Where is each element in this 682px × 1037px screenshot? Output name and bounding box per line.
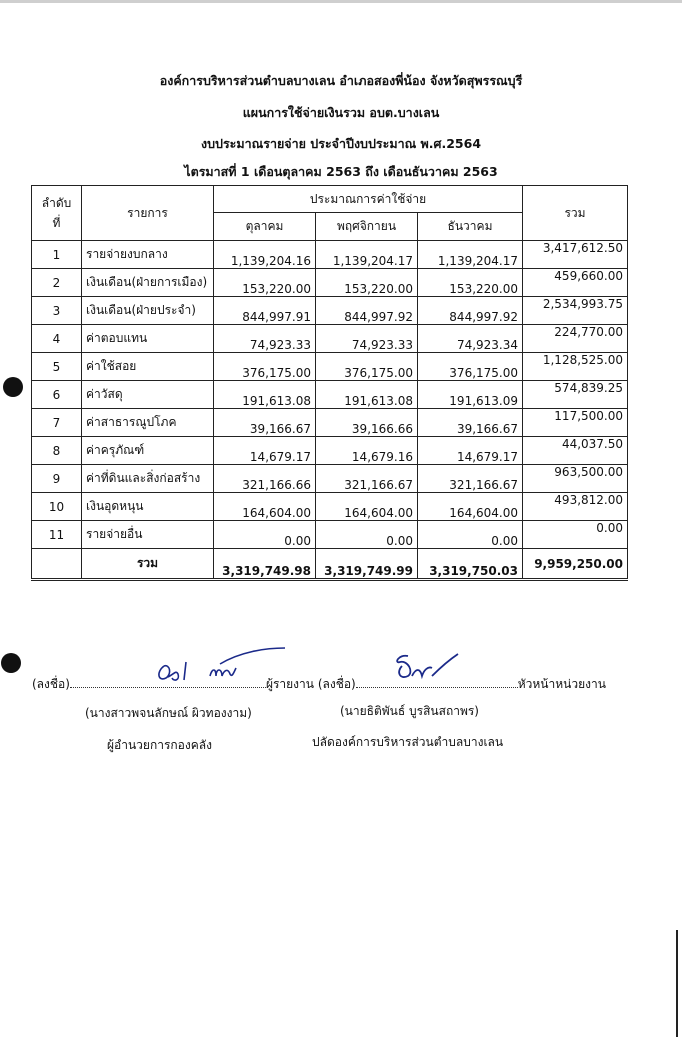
row-item: ค่าสาธารณูปโภค	[82, 409, 214, 437]
reporter-name: (นางสาวพจนลักษณ์ ผิวทองงาม)	[85, 706, 252, 720]
row-total: 2,534,993.75	[523, 297, 628, 325]
row-total: 0.00	[523, 521, 628, 549]
sign-prefix-right: (ลงชื่อ)	[317, 677, 356, 691]
table-row	[32, 297, 628, 325]
col-dec-header: ธันวาคม	[418, 213, 523, 241]
row-dec: 39,166.67	[418, 409, 523, 437]
total-label: รวม	[82, 549, 214, 580]
punch-hole-bottom	[1, 653, 21, 673]
row-dec: 376,175.00	[418, 353, 523, 381]
row-number: 4	[32, 325, 82, 353]
head-role: หัวหน้าหน่วยงาน	[517, 677, 606, 691]
row-number: 7	[32, 409, 82, 437]
row-oct: 321,166.66	[214, 465, 316, 493]
row-oct: 164,604.00	[214, 493, 316, 521]
signature-line	[32, 675, 606, 694]
row-total: 963,500.00	[523, 465, 628, 493]
row-nov: 39,166.66	[316, 409, 418, 437]
budget-table	[31, 185, 628, 581]
row-dec: 164,604.00	[418, 493, 523, 521]
table-row	[32, 437, 628, 465]
row-nov: 74,923.33	[316, 325, 418, 353]
row-number: 5	[32, 353, 82, 381]
col-group-header: ประมาณการค่าใช้จ่าย	[214, 186, 523, 213]
row-oct: 376,175.00	[214, 353, 316, 381]
scan-right-edge	[676, 930, 678, 1037]
row-dec: 321,166.67	[418, 465, 523, 493]
row-dec: 191,613.09	[418, 381, 523, 409]
row-nov: 164,604.00	[316, 493, 418, 521]
plan-title: แผนการใช้จ่ายเงินรวม อบต.บางเลน	[242, 105, 440, 120]
row-number: 1	[32, 241, 82, 269]
reporter-role: ผู้รายงาน	[265, 677, 314, 691]
row-dec: 74,923.34	[418, 325, 523, 353]
row-total: 493,812.00	[523, 493, 628, 521]
row-number: 9	[32, 465, 82, 493]
row-item: ค่าที่ดินและสิ่งก่อสร้าง	[82, 465, 214, 493]
punch-hole-top	[3, 377, 23, 397]
row-oct: 1,139,204.16	[214, 241, 316, 269]
table-row	[32, 521, 628, 549]
row-oct: 844,997.91	[214, 297, 316, 325]
row-oct: 39,166.67	[214, 409, 316, 437]
table-row	[32, 493, 628, 521]
col-no-header: ลำดับ ที่	[32, 186, 82, 241]
row-total: 459,660.00	[523, 269, 628, 297]
total-nov: 3,319,749.99	[316, 549, 418, 580]
row-number: 2	[32, 269, 82, 297]
row-dec: 153,220.00	[418, 269, 523, 297]
row-total: 224,770.00	[523, 325, 628, 353]
table-row	[32, 241, 628, 269]
row-dec: 844,997.92	[418, 297, 523, 325]
handwritten-signature-right	[392, 650, 462, 684]
row-total: 3,417,612.50	[523, 241, 628, 269]
col-nov-header: พฤศจิกายน	[316, 213, 418, 241]
row-item: ค่าตอบแทน	[82, 325, 214, 353]
grand-total: 9,959,250.00	[523, 549, 628, 580]
total-oct: 3,319,749.98	[214, 549, 316, 580]
row-number: 11	[32, 521, 82, 549]
row-nov: 844,997.92	[316, 297, 418, 325]
row-number: 8	[32, 437, 82, 465]
table-row	[32, 269, 628, 297]
total-dec: 3,319,750.03	[418, 549, 523, 580]
row-dec: 0.00	[418, 521, 523, 549]
table-row	[32, 325, 628, 353]
row-number: 3	[32, 297, 82, 325]
row-oct: 14,679.17	[214, 437, 316, 465]
row-item: เงินอุดหนุน	[82, 493, 214, 521]
row-total: 117,500.00	[523, 409, 628, 437]
row-nov: 153,220.00	[316, 269, 418, 297]
quarter-period: ไตรมาสที่ 1 เดือนตุลาคม 2563 ถึง เดือนธันวาคม 2563	[184, 164, 498, 179]
handwritten-signature-left	[150, 644, 290, 690]
table-row	[32, 353, 628, 381]
table-row	[32, 465, 628, 493]
row-nov: 0.00	[316, 521, 418, 549]
row-nov: 191,613.08	[316, 381, 418, 409]
row-item: ค่าวัสดุ	[82, 381, 214, 409]
row-total: 44,037.50	[523, 437, 628, 465]
row-number: 6	[32, 381, 82, 409]
row-nov: 321,166.67	[316, 465, 418, 493]
row-dec: 14,679.17	[418, 437, 523, 465]
row-item: รายจ่ายอื่น	[82, 521, 214, 549]
col-item-header: รายการ	[82, 186, 214, 241]
row-oct: 74,923.33	[214, 325, 316, 353]
sign-prefix-left: (ลงชื่อ)	[32, 677, 70, 691]
org-title: องค์การบริหารส่วนตำบลบางเลน อำเภอสองพี่น้อง จังหวัดสุพรรณบุรี	[159, 73, 523, 88]
col-total-header: รวม	[523, 186, 628, 241]
row-oct: 191,613.08	[214, 381, 316, 409]
row-item: เงินเดือน(ฝ่ายการเมือง)	[82, 269, 214, 297]
row-number: 10	[32, 493, 82, 521]
row-item: ค่าครุภัณฑ์	[82, 437, 214, 465]
total-row	[32, 549, 628, 580]
table-row	[32, 409, 628, 437]
row-item: เงินเดือน(ฝ่ายประจำ)	[82, 297, 214, 325]
row-total: 1,128,525.00	[523, 353, 628, 381]
head-name: (นายธิติพันธ์ บูรสินสถาพร)	[340, 704, 479, 718]
row-dec: 1,139,204.17	[418, 241, 523, 269]
head-title: ปลัดองค์การบริหารส่วนตำบลบางเลน	[312, 735, 504, 749]
row-item: รายจ่ายงบกลาง	[82, 241, 214, 269]
col-oct-header: ตุลาคม	[214, 213, 316, 241]
header-row	[32, 186, 628, 213]
row-nov: 1,139,204.17	[316, 241, 418, 269]
total-no-cell	[32, 549, 82, 580]
row-nov: 376,175.00	[316, 353, 418, 381]
row-nov: 14,679.16	[316, 437, 418, 465]
row-oct: 0.00	[214, 521, 316, 549]
row-item: ค่าใช้สอย	[82, 353, 214, 381]
table-row	[32, 381, 628, 409]
row-total: 574,839.25	[523, 381, 628, 409]
budget-year: งบประมาณรายจ่าย ประจำปีงบประมาณ พ.ศ.2564	[200, 136, 482, 151]
scan-top-edge	[0, 0, 682, 3]
reporter-title: ผู้อำนวยการกองคลัง	[107, 738, 212, 752]
row-oct: 153,220.00	[214, 269, 316, 297]
